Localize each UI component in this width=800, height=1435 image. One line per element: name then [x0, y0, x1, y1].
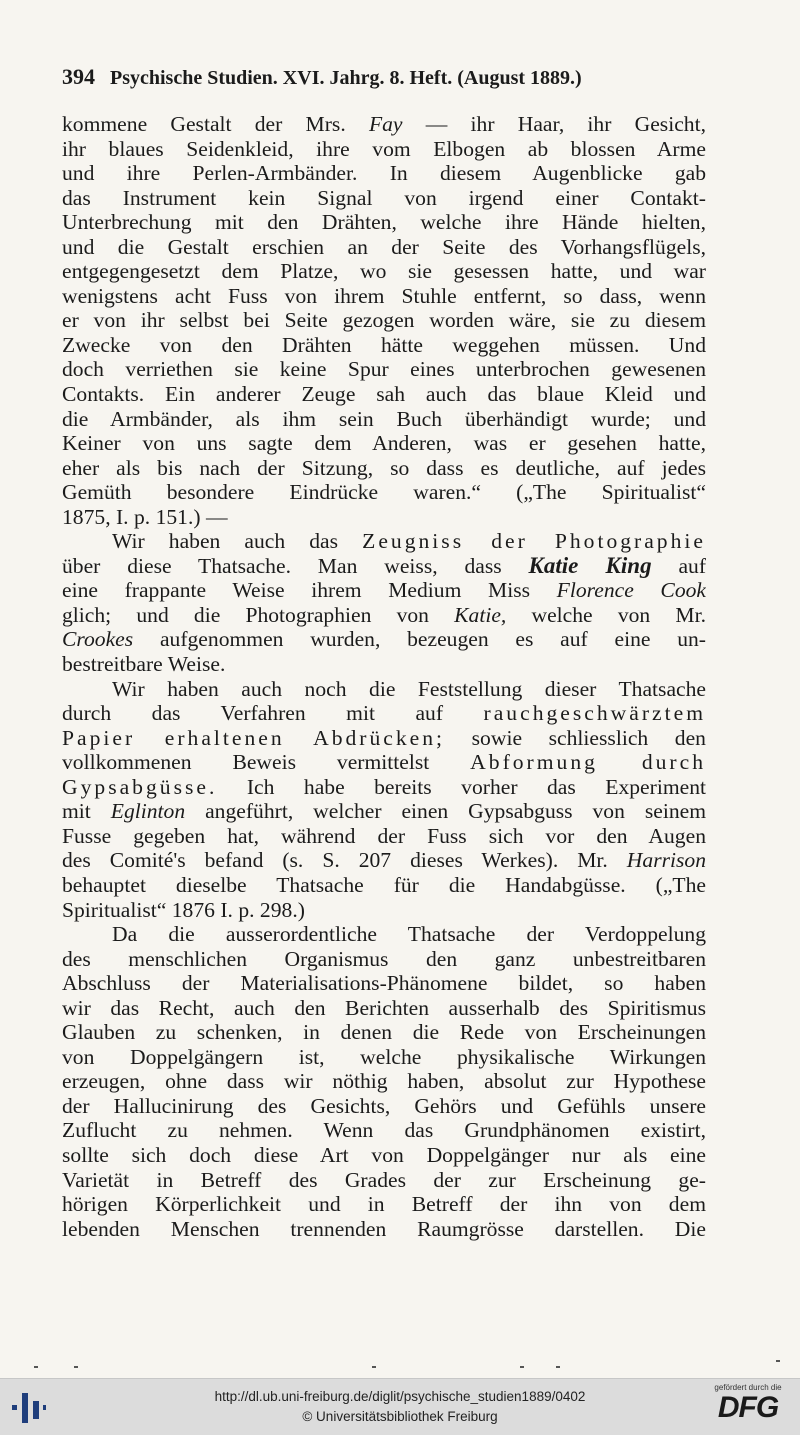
- text-line: das Instrument kein Signal von irgend einer Contakt-: [62, 185, 706, 210]
- italic-name: Harrison: [626, 848, 706, 873]
- text-line: hörigen Körperlichkeit und in Betreff der ihn von dem: [62, 1192, 706, 1217]
- text-line: Da die ausserordentliche Thatsache der Verdoppelung: [112, 922, 706, 947]
- copyright-credit: © Universitätsbibliothek Freiburg: [302, 1409, 498, 1424]
- text-line: von Doppelgängern ist, welche physikalische Wirkungen: [62, 1044, 706, 1069]
- viewer-footer: [0, 1378, 800, 1435]
- page-number: 394: [62, 64, 95, 89]
- text-line: Varietät in Betreff des Grades der zur Erscheinung ge-: [62, 1167, 706, 1192]
- text-line: 1875, I. p. 151.) —: [62, 504, 228, 529]
- text-line: Gemüth besondere Eindrücke waren.“ („The Spiritualist“: [62, 480, 706, 505]
- running-title: Psychische Studien. XVI. Jahrg. 8. Heft. (August 1889.): [110, 67, 582, 89]
- logo-bar: [12, 1405, 17, 1410]
- text-line: erzeugen, ohne dass wir nöthig haben, absolut zur Hypothese: [62, 1069, 706, 1094]
- text-line: der Hallucinirung des Gesichts, Gehörs und Gefühls unsere: [62, 1093, 706, 1118]
- funding-note: gefördert durch die: [714, 1383, 782, 1392]
- italic-name: Fay: [368, 112, 403, 136]
- text-line: vollkommenen Beweis vermittelst Abformung durch: [62, 750, 706, 775]
- spaced-emphasis: Papier erhaltenen Abdrücken;: [62, 725, 446, 750]
- text-line: kommene Gestalt der Mrs. Fay — ihr Haar, ihr Gesicht,: [62, 112, 706, 136]
- text-line: Papier erhaltenen Abdrücken; sowie schliesslich den: [62, 725, 706, 750]
- spaced-emphasis: Gypsabgüsse.: [62, 774, 218, 799]
- text-line: über diese Thatsache. Man weiss, dass Katie King auf: [62, 553, 706, 578]
- text-line: ihr blaues Seidenkleid, ihre vom Elbogen ab blossen Arme: [62, 136, 706, 161]
- logo-bar: [43, 1405, 46, 1410]
- scan-specks: [0, 1356, 800, 1376]
- italic-name: Crookes: [62, 627, 134, 652]
- text-line: er von ihr selbst bei Seite gezogen worden wäre, sie zu diesem: [62, 308, 706, 333]
- text-line: Unterbrechung mit den Drähten, welche ihre Hände hielten,: [62, 210, 706, 235]
- bold-italic-name: Katie King: [528, 553, 652, 578]
- text-line: entgegengesetzt dem Platze, wo sie gesessen hatte, und war: [62, 259, 706, 284]
- text-line: Fusse gegeben hat, während der Fuss sich vor den Augen: [62, 823, 706, 848]
- text-line: des Comité's befand (s. S. 207 dieses Werkes). Mr. Harrison: [62, 848, 706, 873]
- text-line: wir das Recht, auch den Berichten ausserhalb des Spiritismus: [62, 995, 706, 1020]
- italic-name: Eglinton: [110, 799, 186, 824]
- running-header: [62, 64, 702, 94]
- spaced-emphasis: Zeugniss der Photographie: [362, 529, 706, 554]
- text-line: und ihre Perlen-Armbänder. In diesem Augenblicke gab: [62, 161, 706, 186]
- scan-speck: [520, 1366, 524, 1368]
- text-line: glich; und die Photographien von Katie, welche von Mr.: [62, 602, 706, 627]
- text-line: Contakts. Ein anderer Zeuge sah auch das blaue Kleid und: [62, 382, 706, 407]
- scan-speck: [556, 1366, 560, 1368]
- text-line: des menschlichen Organismus den ganz unbestreitbaren: [62, 946, 706, 971]
- scan-speck: [776, 1360, 780, 1362]
- text-line: lebenden Menschen trennenden Raumgrösse darstellen. Die: [62, 1216, 706, 1241]
- body-text: [62, 112, 706, 1241]
- text-line: Wir haben auch noch die Feststellung dieser Thatsache: [112, 676, 706, 701]
- text-line: Keiner von uns sagte dem Anderen, was er gesehen hatte,: [62, 431, 706, 456]
- scan-speck: [74, 1366, 78, 1368]
- text-line: Crookes aufgenommen wurden, bezeugen es auf eine un-: [62, 627, 706, 652]
- scan-speck: [34, 1366, 38, 1368]
- text-line: Abschluss der Materialisations-Phänomene bildet, so haben: [62, 971, 706, 996]
- library-logo-icon[interactable]: [12, 1393, 46, 1423]
- dfg-logo-icon: DFG: [717, 1391, 779, 1424]
- text-line: Zuflucht zu nehmen. Wenn das Grundphänomen existirt,: [62, 1118, 706, 1143]
- logo-bar: [22, 1393, 28, 1423]
- text-line: sollte sich doch diese Art von Doppelgänger nur als eine: [62, 1142, 706, 1167]
- text-line: wenigstens acht Fuss von ihrem Stuhle entfernt, so dass, wenn: [62, 283, 706, 308]
- text-line: Spiritualist“ 1876 I. p. 298.): [62, 897, 305, 922]
- spaced-emphasis: rauchgeschwärztem: [483, 701, 706, 726]
- dfg-funding-badge[interactable]: [706, 1383, 790, 1431]
- text-line: bestreitbare Weise.: [62, 652, 226, 677]
- italic-name: Katie,: [454, 602, 507, 627]
- text-line: Glauben zu schenken, in denen die Rede von Erscheinungen: [62, 1020, 706, 1045]
- text-line: mit Eglinton angeführt, welcher einen Gypsabguss von seinem: [62, 799, 706, 824]
- logo-bar: [33, 1401, 39, 1419]
- text-line: die Armbänder, als ihm sein Buch überhändigt wurde; und: [62, 406, 706, 431]
- text-line: eine frappante Weise ihrem Medium Miss Florence Cook: [62, 578, 706, 603]
- spaced-emphasis: Abformung durch: [470, 750, 706, 775]
- text-line: Wir haben auch das Zeugniss der Photographie: [112, 529, 706, 554]
- permalink-url[interactable]: http://dl.ub.uni-freiburg.de/diglit/psychische_studien1889/0402: [214, 1389, 586, 1404]
- text-line: doch verriethen sie keine Spur eines unterbrochen gewesenen: [62, 357, 706, 382]
- italic-name: Florence Cook: [556, 578, 706, 603]
- text-line: eher als bis nach der Sitzung, so dass es deutliche, auf jedes: [62, 455, 706, 480]
- text-line: durch das Verfahren mit auf rauchgeschwärztem: [62, 701, 706, 726]
- text-line: behauptet dieselbe Thatsache für die Handabgüsse. („The: [62, 872, 706, 897]
- text-line: und die Gestalt erschien an der Seite des Vorhangsflügels,: [62, 234, 706, 259]
- text-line: Zwecke von den Drähten hätte weggehen müssen. Und: [62, 332, 706, 357]
- text-line: Gypsabgüsse. Ich habe bereits vorher das Experiment: [62, 774, 706, 799]
- scan-speck: [372, 1366, 376, 1368]
